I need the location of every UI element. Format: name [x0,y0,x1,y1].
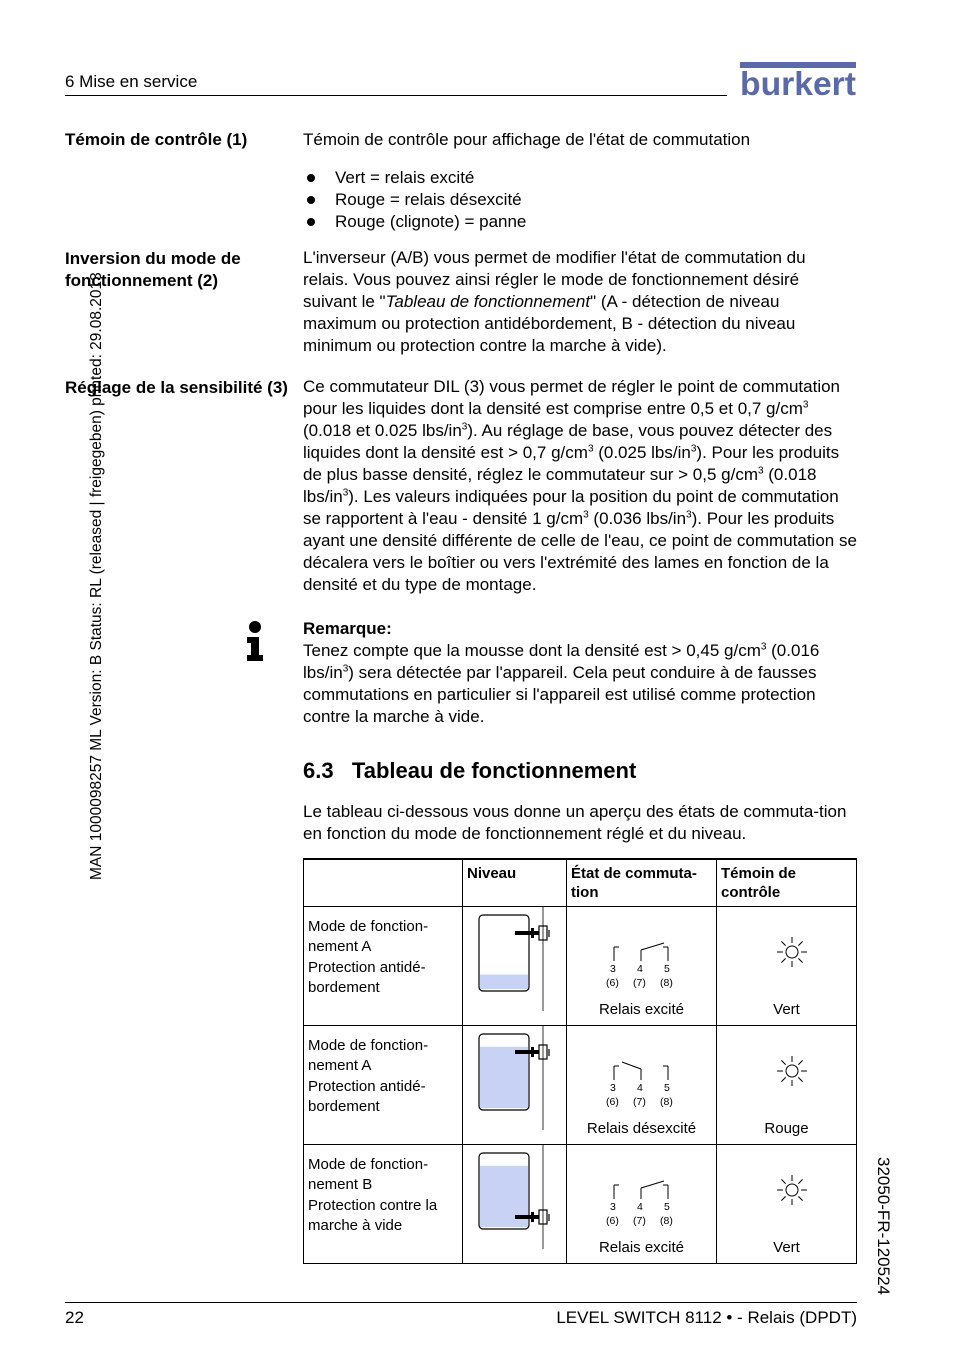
led-light-icon [775,935,809,969]
led-color-label: Vert [773,1239,800,1256]
desc-temoin-controle [303,129,863,233]
tank-diagram [463,1026,566,1140]
term-reglage-sensibilite: Réglage de la sensibilité (3) [65,378,288,397]
superscript: 3 [587,443,594,455]
desc-inversion-mode [303,247,853,357]
desc-text: Témoin de contrôle pour affichage de l'état de commutation [303,130,751,149]
header-section-title: 6 Mise en service [65,72,198,91]
contact-number: 5 [664,963,670,975]
note-block [303,618,859,728]
table-row [304,1145,857,1264]
contact-number: 3 [610,1082,616,1094]
text-run: Ce commutateur DIL (3) vous permet de régler le point de commutation pour les liquides dont la densité est comprise entre 0,5 et 0,7 g/cm [303,377,841,418]
relay-state-label: Relais excité [598,1001,685,1018]
function-table [303,858,857,1264]
footer-title: LEVEL SWITCH 8112 • - Relais (DPDT) [556,1308,857,1327]
superscript: 3 [802,399,809,411]
led-color-label: Vert [773,1001,800,1018]
contact-number-alt: (7) [633,1096,646,1108]
led-cell [717,907,857,1026]
desc-reglage-sensibilite [303,376,859,596]
contact-number-alt: (6) [606,1096,619,1108]
logo-text: burkert [740,65,857,98]
text-run: ). Au réglage de base, vous pouvez détecter des liquides dont la densité est > 0,7 g/cm [303,421,833,462]
bullet-item: Rouge = relais désexcité [303,189,863,211]
text-run: (0.016 lbs/in [303,641,820,682]
level-cell [463,1145,567,1264]
relay-state-label: Relais excité [598,1239,685,1256]
superscript: 3 [342,663,349,675]
mode-name: Mode de fonction-nement A [308,918,429,955]
table-row [304,907,857,1026]
text-run: (0.036 lbs/in [588,509,687,528]
superscript: 3 [760,641,767,653]
contact-number: 5 [664,1082,670,1094]
bullet-item: Vert = relais excité [303,167,863,189]
moving-contact [641,1181,664,1188]
footer-rule [65,1302,857,1303]
led-light-icon [775,1054,809,1088]
contact-number: 4 [637,1201,643,1213]
superscript: 3 [583,509,589,521]
text-run: L'inverseur (A/B) vous permet de modifier l'état de commutation du relais. Vous pouvez ainsi régler le mode de fonctionnement désiré suivant le " [303,248,806,311]
mode-name: Mode de fonction-nement A [308,1037,429,1074]
italic-reference: Tableau de fonctionnement [385,292,591,311]
liquid-level [480,1047,528,1108]
contact-number-alt: (6) [606,1215,619,1227]
relay-cell [567,1026,717,1145]
led-color-label: Rouge [764,1120,809,1137]
info-icon [244,620,266,667]
contact-number: 4 [637,1082,643,1094]
term-inversion-mode: Inversion du mode de fonctionnement (2) [65,249,241,290]
header-niveau: Niveau [463,859,567,907]
mode-cell [304,907,463,1026]
text-run: (0.018 et 0.025 lbs/in [303,421,462,440]
tank-diagram [463,907,566,1021]
text-run: (0.025 lbs/in [593,443,691,462]
table-row [304,1026,857,1145]
superscript: 3 [461,421,468,433]
header-empty [304,859,463,907]
contact-number: 4 [637,963,643,975]
text-run: (0.018 lbs/in [303,465,817,506]
bullet-item: Rouge (clignote) = panne [303,211,863,233]
superscript: 3 [342,487,349,499]
relay-state-label: Relais désexcité [586,1120,697,1137]
section-intro: Le tableau ci-dessous vous donne un aperçu des états de commuta-tion en fonction du mode de fonctionnement réglé et du niveau. [303,802,847,843]
mode-purpose: Protection antidé-bordement [308,1078,426,1115]
contact-number-alt: (7) [633,977,646,989]
led-cell [717,1026,857,1145]
text-run: ). Pour les produits de plus basse densité, réglez le commutateur sur > 0,5 g/cm [303,443,840,484]
header-etat: État de commuta-tion [567,859,717,907]
page-number: 22 [65,1308,84,1327]
contact-number-alt: (7) [633,1215,646,1227]
text-run: Tenez compte que la mousse dont la densité est > 0,45 g/cm [303,641,761,660]
burkert-logo [740,62,858,103]
term-temoin-controle: Témoin de contrôle (1) [65,130,248,149]
status-bullet-list [303,167,863,233]
contact-number: 3 [610,1201,616,1213]
contact-number-alt: (8) [660,1215,673,1227]
relay-cell [567,1145,717,1264]
superscript: 3 [757,465,764,477]
text-run: ) sera détectée par l'appareil. Cela peut conduire à de fausses commutations en particulier si l'appareil est utilisé comme protection contre la marche à vide. [303,663,817,726]
text-run: ). Les valeurs indiquées pour la position du point de commutation se rapportent à l'eau - densité 1 g/cm [303,487,839,528]
liquid-level [480,975,528,989]
moving-contact [641,943,664,950]
contact-number: 3 [610,963,616,975]
text-run: " (A - détection de niveau maximum ou protection antidébordement, B - détection du niveau minimum ou protection contre la marche à vide). [303,292,796,355]
mode-name: Mode de fonction-nement B [308,1156,429,1193]
superscript: 3 [690,443,697,455]
level-probe [515,907,549,1011]
contact-number-alt: (6) [606,977,619,989]
relay-cell [567,907,717,1026]
mode-purpose: Protection contre la marche à vide [308,1197,438,1234]
header-temoin: Témoin de contrôle [717,859,857,907]
moving-contact [622,1062,641,1069]
text-run: ). Pour les produits ayant une densité différente de celle de l'eau, ce point de commutation se décalera vers le boîtier ou vers l'extrémité des lames en fonction de la densité et du type de montage. [303,509,857,594]
superscript: 3 [686,509,692,521]
contact-number-alt: (8) [660,977,673,989]
section-heading: 6.3 Tableau de fonctionnement [303,758,637,783]
tank-diagram [463,1145,566,1259]
contact-number: 5 [664,1201,670,1213]
header-rule [65,95,727,96]
level-cell [463,1026,567,1145]
note-title: Remarque: [303,619,392,638]
level-cell [463,907,567,1026]
side-metadata-left: MAN 1000098257 ML Version: B Status: RL (released | freigegeben) printed: 29.08.2013 [88,272,105,880]
mode-cell [304,1145,463,1264]
side-doc-number: 32050-FR-120524 [874,1157,893,1295]
mode-cell [304,1026,463,1145]
mode-purpose: Protection antidé-bordement [308,959,426,996]
led-light-icon [775,1173,809,1207]
led-cell [717,1145,857,1264]
contact-number-alt: (8) [660,1096,673,1108]
